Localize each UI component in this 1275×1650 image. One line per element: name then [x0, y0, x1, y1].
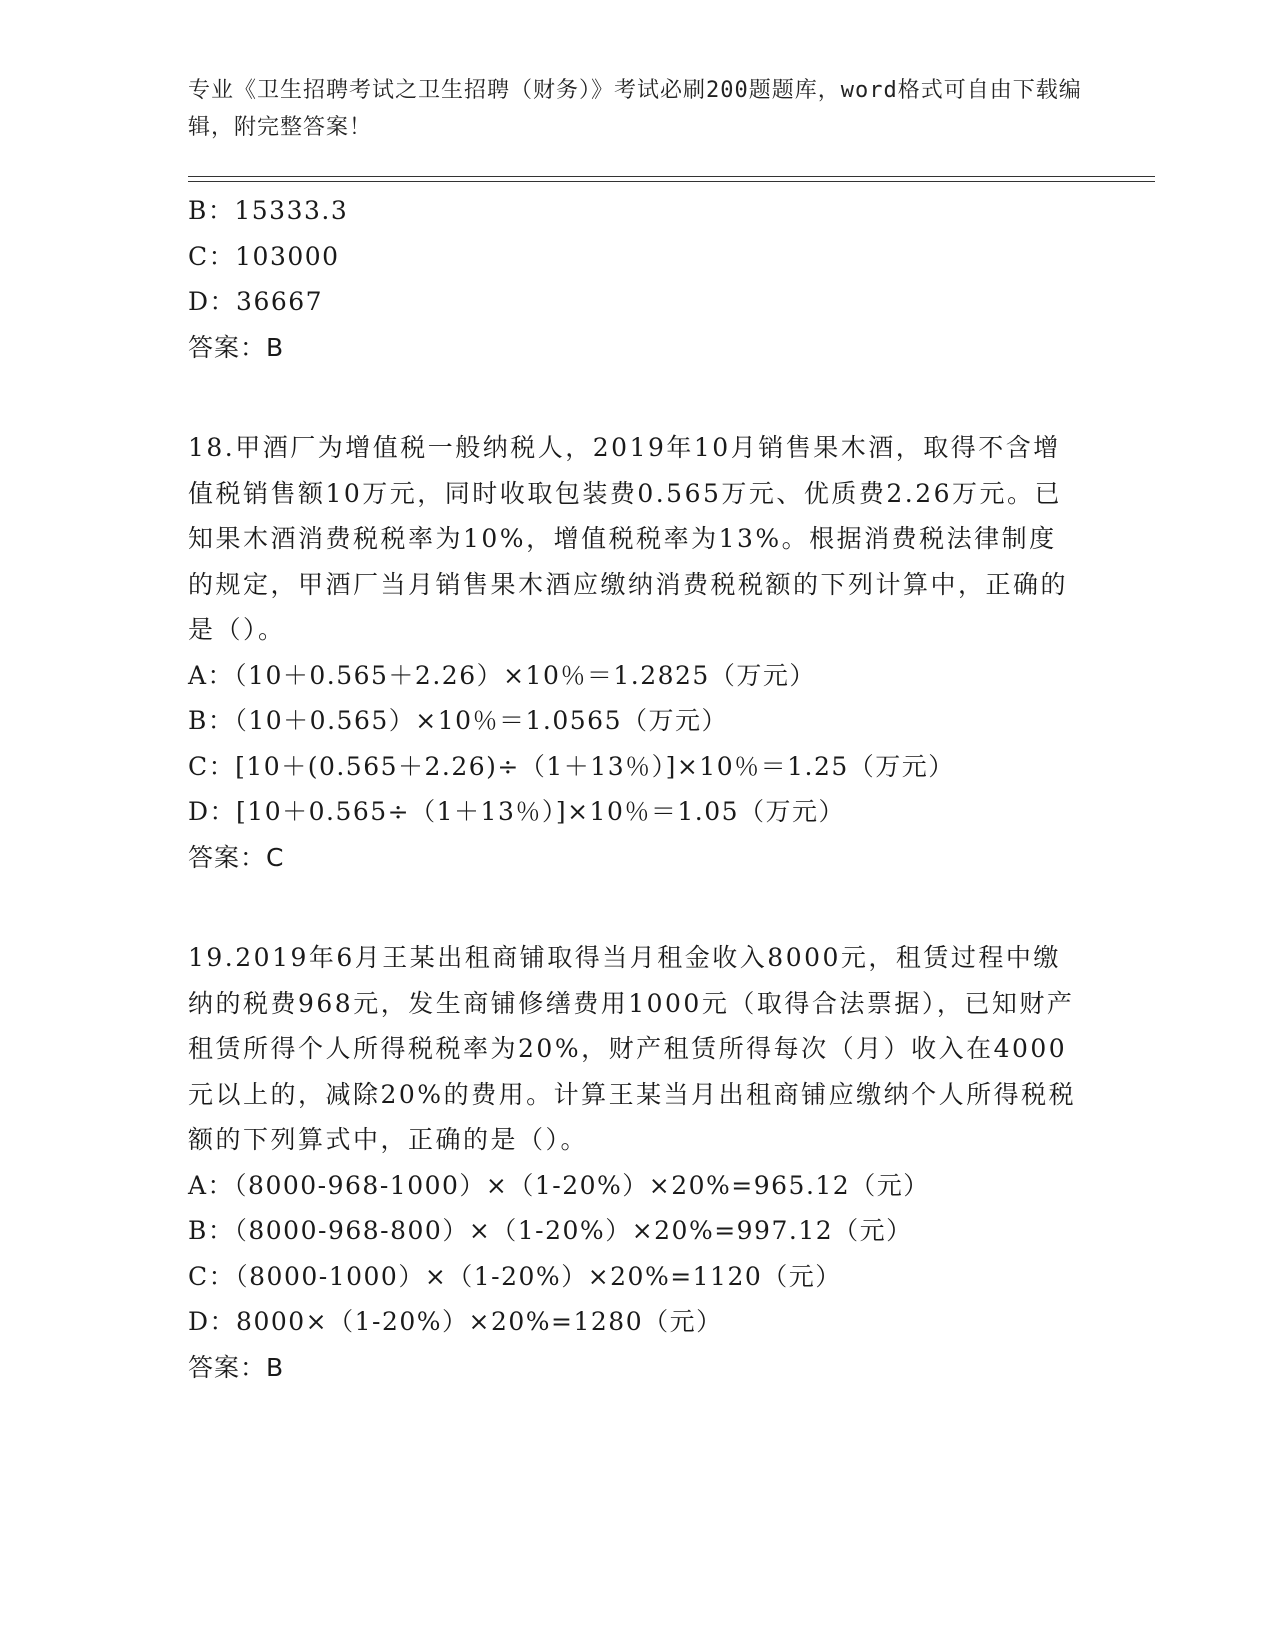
header-rule-bottom [188, 181, 1155, 182]
answer-line: 答案：B [188, 332, 285, 362]
option-b: B：（10＋0.565）×10％＝1.0565（万元） [188, 706, 728, 735]
option-b: B：15333.3 [188, 196, 349, 225]
option-d: D：8000×（1-20%）×20%=1280（元） [188, 1307, 723, 1336]
answer-line: 答案：B [188, 1352, 285, 1382]
question-stem: 19.2019年6月王某出租商铺取得当月租金收入8000元，租赁过程中缴纳的税费968元，发生商铺修缮费用1000元（取得合法票据），已知财产租赁所得个人所得税税率为20%，财产租赁所得每次（月）收入在4000元以上的，减除20%的费用。计算王某当月出租商铺应缴纳个人所得税税额的下列算式中，正确的是（）。 [188, 943, 1077, 1154]
option-c: C：[10＋(0.565＋2.26)÷（1＋13％）]×10％＝1.25（万元） [188, 751, 955, 781]
question-19 [188, 935, 1088, 1390]
prev-question-tail [188, 188, 1088, 370]
question-18 [188, 425, 1088, 880]
spacer [188, 370, 1088, 425]
document-header: 专业《卫生招聘考试之卫生招聘（财务）》考试必刷200题题库，word格式可自由下载编辑，附完整答案！ [188, 78, 1082, 140]
document-body [188, 188, 1088, 1390]
option-c: C：103000 [188, 241, 340, 271]
spacer [188, 880, 1088, 935]
question-stem: 18.甲酒厂为增值税一般纳税人，2019年10月销售果木酒，取得不含增值税销售额10万元，同时收取包装费0.565万元、优质费2.26万元。已知果木酒消费税税率为10%，增值税税率为13%。根据消费税法律制度的规定，甲酒厂当月销售果木酒应缴纳消费税税额的下列计算中，正确的是（）。 [188, 433, 1069, 644]
option-d: D：36667 [188, 287, 324, 316]
option-c: C：（8000-1000）×（1-20%）×20%=1120（元） [188, 1261, 842, 1291]
option-b: B：（8000-968-800）×（1-20%）×20%=997.12（元） [188, 1216, 913, 1245]
option-d: D：[10＋0.565÷（1＋13％）]×10％＝1.05（万元） [188, 797, 846, 826]
option-a: A：（10＋0.565＋2.26）×10％＝1.2825（万元） [188, 660, 816, 690]
answer-line: 答案：C [188, 842, 285, 872]
header-rule-top [188, 176, 1155, 177]
option-a: A：（8000-968-1000）×（1-20%）×20%=965.12（元） [188, 1170, 930, 1200]
